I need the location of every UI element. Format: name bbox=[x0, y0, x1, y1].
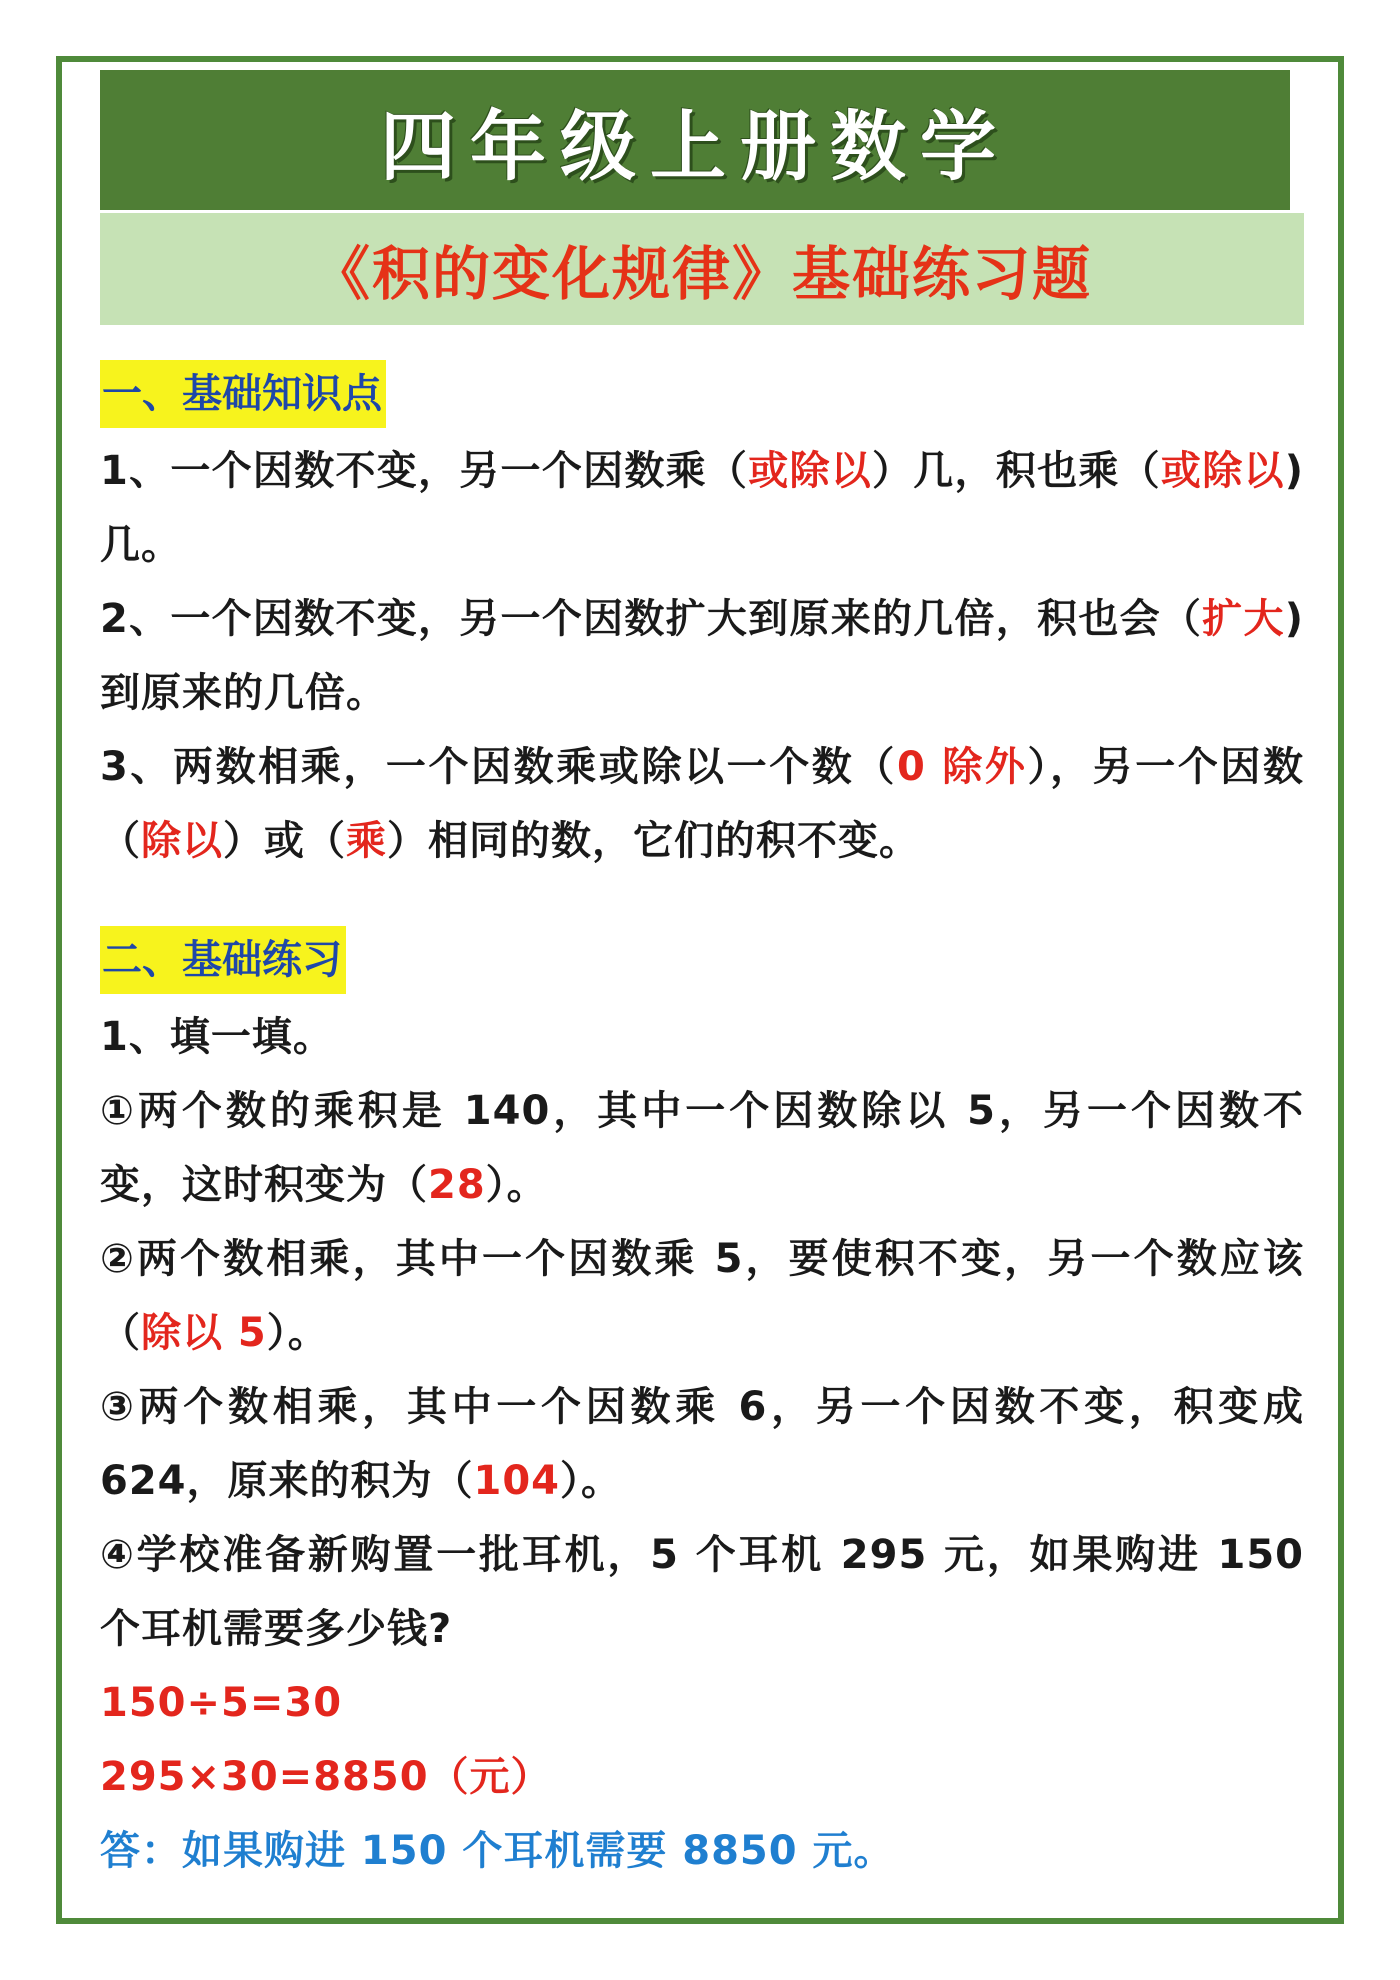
kp3-text-c: ）或（ bbox=[223, 818, 346, 864]
q3-answer: 104 bbox=[473, 1458, 560, 1504]
subtitle-banner bbox=[100, 213, 1304, 325]
q1-answer: 28 bbox=[428, 1162, 486, 1208]
q1-text-b: ）。 bbox=[485, 1162, 548, 1208]
q2-answer: 除以 5 bbox=[141, 1310, 267, 1356]
kp1-answer-2: 或除以 bbox=[1160, 448, 1285, 494]
kp1-text-b: ）几，积也乘（ bbox=[872, 448, 1161, 494]
final-answer: 答：如果购进 150 个耳机需要 8850 元。 bbox=[100, 1828, 895, 1874]
section-heading-basics: 一、基础知识点 bbox=[100, 360, 386, 428]
knowledge-point-3 bbox=[100, 730, 1304, 878]
solution-step-1: 150÷5=30 bbox=[100, 1680, 343, 1726]
title-banner bbox=[100, 70, 1290, 210]
question-4: ④学校准备新购置一批耳机，5 个耳机 295 元，如果购进 150 个耳机需要多少钱? bbox=[100, 1532, 1304, 1652]
kp3-answer-2: 除以 bbox=[141, 818, 223, 864]
solution-step-2: 295×30=8850（元） bbox=[100, 1754, 552, 1800]
page-title: 四年级上册数学 bbox=[380, 101, 1010, 191]
kp2-answer: 扩大 bbox=[1202, 596, 1285, 642]
kp1-text-a: 1、一个因数不变，另一个因数乘（ bbox=[100, 448, 749, 494]
worksheet-content bbox=[100, 360, 1304, 1888]
kp3-text-a: 3、两数相乘，一个因数乘或除以一个数（ bbox=[100, 744, 897, 790]
kp3-answer-1: 0 除外 bbox=[896, 744, 1028, 790]
kp2-text-a: 2、一个因数不变，另一个因数扩大到原来的几倍，积也会（ bbox=[100, 596, 1203, 642]
q2-text-b: ）。 bbox=[266, 1310, 329, 1356]
kp1-answer-1: 或除以 bbox=[748, 448, 873, 494]
section-heading-practice: 二、基础练习 bbox=[100, 926, 346, 994]
knowledge-point-1 bbox=[100, 434, 1304, 582]
kp3-text-d: ）相同的数，它们的积不变。 bbox=[387, 818, 920, 864]
kp3-text-b: ），另一个因数（ bbox=[100, 744, 1304, 864]
kp3-answer-3: 乘 bbox=[346, 818, 387, 864]
knowledge-point-2 bbox=[100, 582, 1304, 730]
page-subtitle: 《积的变化规律》基础练习题 bbox=[311, 240, 1092, 308]
q3-text-b: ）。 bbox=[560, 1458, 622, 1504]
practice-intro: 1、填一填。 bbox=[100, 1014, 334, 1060]
q1-text-a: ①两个数的乘积是 140，其中一个因数除以 5，另一个因数不变，这时积变为（ bbox=[100, 1088, 1304, 1208]
section-practice bbox=[100, 926, 1304, 1888]
question-2 bbox=[100, 1222, 1304, 1370]
kp1-text-c: )几。 bbox=[100, 448, 1305, 568]
question-1 bbox=[100, 1074, 1304, 1222]
kp2-text-b: )到原来的几倍。 bbox=[100, 596, 1304, 716]
q3-text-a: ③两个数相乘，其中一个因数乘 6，另一个因数不变，积变成 624，原来的积为（ bbox=[100, 1384, 1304, 1504]
q2-text-a: ②两个数相乘，其中一个因数乘 5，要使积不变，另一个数应该（ bbox=[100, 1236, 1304, 1356]
section-basics bbox=[100, 360, 1304, 878]
question-3 bbox=[100, 1370, 1304, 1518]
